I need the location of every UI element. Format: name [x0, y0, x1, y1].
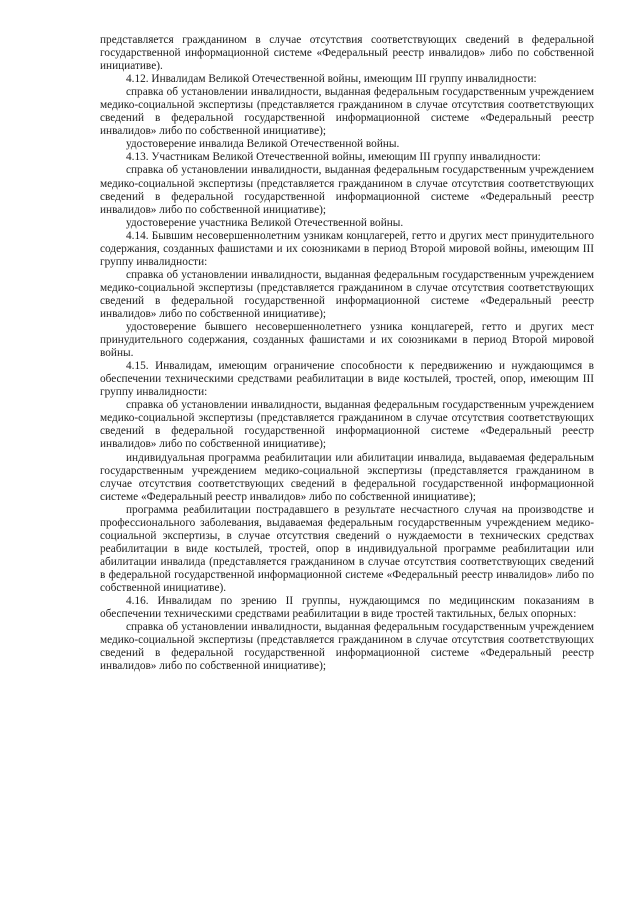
document-page [100, 34, 594, 673]
paragraph-continuation: представляется гражданином в случае отсутствия соответствующих сведений в федеральной государственной информационной системе «Федеральный реестр инвалидов» либо по собственной инициативе). [100, 34, 594, 73]
paragraph-4-14-id: удостоверение бывшего несовершеннолетнего узника концлагерей, гетто и других мест принудительного содержания, созданных фашистами и их союзниками в период Второй мировой войны. [100, 321, 594, 360]
paragraph-4-16-certificate: справка об установлении инвалидности, выданная федеральным государственным учреждением медико-социальной экспертизы (представляется гражданином в случае отсутствия соответствующих сведений в федеральной государственной информационной системе «Федеральный реестр инвалидов» либо по собственной инициативе); [100, 621, 594, 673]
paragraph-4-15-heading: 4.15. Инвалидам, имеющим ограничение способности к передвижению и нуждающимся в обеспечении техническими средствами реабилитации в виде костылей, тростей, опор, имеющим III группу инвалидности: [100, 360, 594, 399]
paragraph-4-12-certificate: справка об установлении инвалидности, выданная федеральным государственным учреждением медико-социальной экспертизы (представляется гражданином в случае отсутствия соответствующих сведений в федеральной государственной информационной системе «Федеральный реестр инвалидов» либо по собственной инициативе); [100, 86, 594, 138]
paragraph-4-16-heading: 4.16. Инвалидам по зрению II группы, нуждающимся по медицинским показаниям в обеспечении техническими средствами реабилитации в виде тростей тактильных, белых опорных: [100, 595, 594, 621]
paragraph-4-14-certificate: справка об установлении инвалидности, выданная федеральным государственным учреждением медико-социальной экспертизы (представляется гражданином в случае отсутствия соответствующих сведений в федеральной государственной информационной системе «Федеральный реестр инвалидов» либо по собственной инициативе); [100, 268, 594, 320]
paragraph-4-15-certificate: справка об установлении инвалидности, выданная федеральным государственным учреждением медико-социальной экспертизы (представляется гражданином в случае отсутствия соответствующих сведений в федеральной государственной информационной системе «Федеральный реестр инвалидов» либо по собственной инициативе); [100, 399, 594, 451]
paragraph-4-13-certificate: справка об установлении инвалидности, выданная федеральным государственным учреждением медико-социальной экспертизы (представляется гражданином в случае отсутствия соответствующих сведений в федеральной государственной информационной системе «Федеральный реестр инвалидов» либо по собственной инициативе); [100, 164, 594, 216]
paragraph-4-12-heading: 4.12. Инвалидам Великой Отечественной войны, имеющим III группу инвалидности: [126, 73, 537, 86]
paragraph-4-14-heading: 4.14. Бывшим несовершеннолетним узникам концлагерей, гетто и других мест принудительного содержания, созданных фашистами и их союзниками в период Второй мировой войны, имеющим III группу инвалидности: [100, 229, 594, 268]
paragraph-4-15-individual-program: индивидуальная программа реабилитации или абилитации инвалида, выдаваемая федеральным государственным учреждением медико-социальной экспертизы (представляется гражданином в случае отсутствия соответствующих сведений в федеральной государственной информационной системе «Федеральный реестр инвалидов» либо по собственной инициативе); [100, 451, 594, 503]
paragraph-4-12-id: удостоверение инвалида Великой Отечественной войны. [126, 138, 400, 151]
paragraph-4-15-rehab-program: программа реабилитации пострадавшего в результате несчастного случая на производстве и профессионального заболевания, выдаваемая федеральным государственным учреждением медико-социальной экспертизы, в случае отсутствия сведений о нуждаемости в технических средствах реабилитации в виде костылей, тростей, опор в индивидуальной программе реабилитации или абилитации инвалида (представляется гражданином в случае отсутствия соответствующих сведений в федеральной государственной информационной системе «Федеральный реестр инвалидов» либо по собственной инициативе). [100, 503, 594, 594]
paragraph-4-13-id: удостоверение участника Великой Отечественной войны. [126, 216, 404, 229]
paragraph-4-13-heading: 4.13. Участникам Великой Отечественной войны, имеющим III группу инвалидности: [126, 151, 541, 164]
